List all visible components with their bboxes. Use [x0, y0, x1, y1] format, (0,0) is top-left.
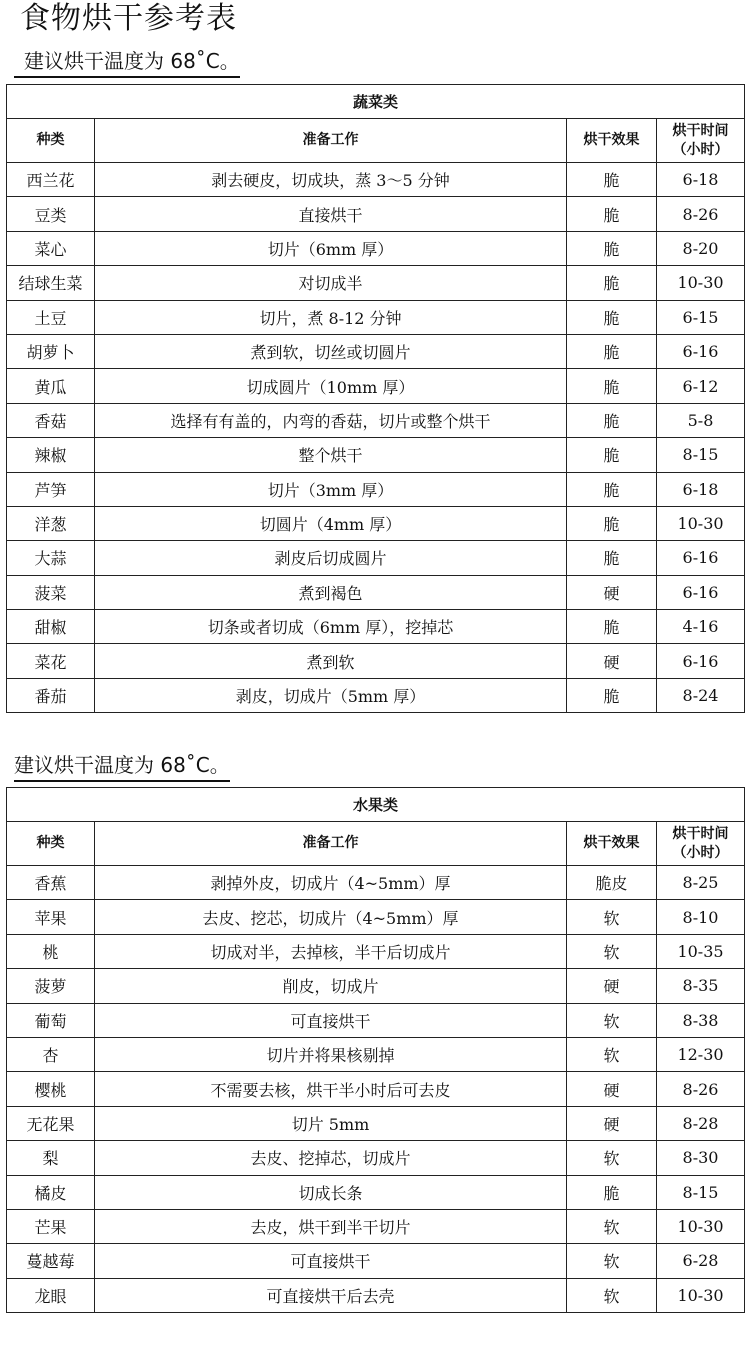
cell-kind: 芦笋	[7, 472, 95, 506]
cell-kind: 胡萝卜	[7, 334, 95, 368]
table-row	[7, 1175, 745, 1209]
cell-effect: 脆	[567, 506, 657, 540]
time-header-line2: （小时）	[672, 844, 729, 861]
cell-time: 5-8	[657, 403, 745, 437]
cell-time: 8-38	[657, 1003, 745, 1037]
cell-effect: 软	[567, 900, 657, 934]
cell-preparation: 去皮、挖芯，切成片（4~5mm）厚	[95, 900, 567, 934]
table-row	[7, 369, 745, 403]
cell-kind: 番茄	[7, 678, 95, 712]
cell-preparation: 直接烘干	[95, 197, 567, 231]
cell-preparation: 切圆片（4mm 厚）	[95, 506, 567, 540]
cell-kind: 桃	[7, 934, 95, 968]
cell-kind: 苹果	[7, 900, 95, 934]
cell-preparation: 可直接烘干后去壳	[95, 1278, 567, 1312]
cell-preparation: 切片（3mm 厚）	[95, 472, 567, 506]
cell-effect: 软	[567, 1278, 657, 1312]
table-row	[7, 541, 745, 575]
cell-kind: 龙眼	[7, 1278, 95, 1312]
column-header-kind: 种类	[7, 119, 95, 163]
time-header-line2: （小时）	[672, 141, 729, 158]
cell-time: 8-10	[657, 900, 745, 934]
table-row	[7, 403, 745, 437]
cell-effect: 脆	[567, 438, 657, 472]
cell-preparation: 切片并将果核剔掉	[95, 1037, 567, 1071]
table-row	[7, 969, 745, 1003]
cell-preparation: 切成对半，去掉核，半干后切成片	[95, 934, 567, 968]
cell-kind: 黄瓜	[7, 369, 95, 403]
category-header-vegetables: 蔬菜类	[7, 85, 745, 119]
cell-preparation: 去皮，烘干到半干切片	[95, 1209, 567, 1243]
table-row	[7, 438, 745, 472]
cell-preparation: 切条或者切成（6mm 厚），挖掉芯	[95, 610, 567, 644]
cell-effect: 软	[567, 1244, 657, 1278]
cell-preparation: 切片 5mm	[95, 1106, 567, 1140]
cell-effect: 脆	[567, 266, 657, 300]
cell-effect: 脆	[567, 678, 657, 712]
cell-time: 10-35	[657, 934, 745, 968]
cell-time: 10-30	[657, 1278, 745, 1312]
cell-effect: 脆	[567, 300, 657, 334]
table-row	[7, 610, 745, 644]
cell-effect: 软	[567, 1003, 657, 1037]
cell-preparation: 整个烘干	[95, 438, 567, 472]
table-row	[7, 1209, 745, 1243]
cell-time: 12-30	[657, 1037, 745, 1071]
cell-preparation: 切片，煮 8-12 分钟	[95, 300, 567, 334]
table-row	[7, 1072, 745, 1106]
cell-effect: 脆皮	[567, 866, 657, 900]
cell-effect: 软	[567, 1209, 657, 1243]
table-row	[7, 1106, 745, 1140]
cell-kind: 橘皮	[7, 1175, 95, 1209]
temperature-note-fruits: 建议烘干温度为 68˚C。	[14, 752, 230, 782]
cell-preparation: 去皮、挖掉芯，切成片	[95, 1141, 567, 1175]
cell-kind: 杏	[7, 1037, 95, 1071]
table-row	[7, 900, 745, 934]
table-row	[7, 1244, 745, 1278]
cell-preparation: 选择有有盖的，内弯的香菇，切片或整个烘干	[95, 403, 567, 437]
cell-kind: 大蒜	[7, 541, 95, 575]
cell-time: 6-18	[657, 472, 745, 506]
table-row	[7, 1141, 745, 1175]
cell-time: 6-12	[657, 369, 745, 403]
temperature-note-vegetables: 建议烘干温度为 68˚C。	[14, 48, 240, 78]
page-title: 食物烘干参考表	[20, 1, 237, 36]
cell-effect: 软	[567, 1141, 657, 1175]
table-row	[7, 231, 745, 265]
column-header-effect: 烘干效果	[567, 119, 657, 163]
cell-time: 6-16	[657, 644, 745, 678]
cell-kind: 菜花	[7, 644, 95, 678]
cell-time: 10-30	[657, 266, 745, 300]
cell-preparation: 剥去硬皮，切成块，蒸 3～5 分钟	[95, 163, 567, 197]
cell-preparation: 煮到褐色	[95, 575, 567, 609]
cell-time: 8-35	[657, 969, 745, 1003]
cell-time: 6-16	[657, 334, 745, 368]
column-header-kind: 种类	[7, 822, 95, 866]
table-row	[7, 1278, 745, 1312]
cell-preparation: 剥皮，切成片（5mm 厚）	[95, 678, 567, 712]
cell-kind: 香菇	[7, 403, 95, 437]
cell-preparation: 削皮，切成片	[95, 969, 567, 1003]
cell-kind: 梨	[7, 1141, 95, 1175]
cell-preparation: 煮到软	[95, 644, 567, 678]
cell-kind: 菜心	[7, 231, 95, 265]
table-row	[7, 197, 745, 231]
cell-kind: 甜椒	[7, 610, 95, 644]
cell-time: 8-26	[657, 197, 745, 231]
cell-kind: 土豆	[7, 300, 95, 334]
cell-kind: 香蕉	[7, 866, 95, 900]
cell-effect: 脆	[567, 403, 657, 437]
cell-kind: 蔓越莓	[7, 1244, 95, 1278]
cell-kind: 西兰花	[7, 163, 95, 197]
cell-kind: 洋葱	[7, 506, 95, 540]
cell-preparation: 切片（6mm 厚）	[95, 231, 567, 265]
cell-kind: 无花果	[7, 1106, 95, 1140]
table-row	[7, 472, 745, 506]
cell-kind: 结球生菜	[7, 266, 95, 300]
cell-preparation: 可直接烘干	[95, 1003, 567, 1037]
table-row	[7, 678, 745, 712]
cell-time: 6-16	[657, 541, 745, 575]
category-header-fruits: 水果类	[7, 788, 745, 822]
cell-kind: 辣椒	[7, 438, 95, 472]
cell-preparation: 煮到软，切丝或切圆片	[95, 334, 567, 368]
cell-time: 8-20	[657, 231, 745, 265]
cell-time: 10-30	[657, 506, 745, 540]
column-header-effect: 烘干效果	[567, 822, 657, 866]
cell-effect: 脆	[567, 197, 657, 231]
cell-effect: 硬	[567, 575, 657, 609]
cell-preparation: 剥皮后切成圆片	[95, 541, 567, 575]
cell-effect: 脆	[567, 369, 657, 403]
column-header-time	[657, 119, 745, 163]
table-row	[7, 644, 745, 678]
cell-time: 6-18	[657, 163, 745, 197]
table-row	[7, 575, 745, 609]
cell-effect: 脆	[567, 472, 657, 506]
cell-effect: 软	[567, 1037, 657, 1071]
cell-time: 8-26	[657, 1072, 745, 1106]
cell-time: 6-15	[657, 300, 745, 334]
vegetable-rows	[7, 163, 745, 713]
cell-kind: 豆类	[7, 197, 95, 231]
column-header-time	[657, 822, 745, 866]
cell-effect: 脆	[567, 1175, 657, 1209]
cell-time: 8-15	[657, 1175, 745, 1209]
table-row	[7, 866, 745, 900]
cell-time: 10-30	[657, 1209, 745, 1243]
fruit-rows	[7, 866, 745, 1313]
table-row	[7, 334, 745, 368]
table-row	[7, 266, 745, 300]
cell-time: 8-28	[657, 1106, 745, 1140]
cell-preparation: 剥掉外皮，切成片（4~5mm）厚	[95, 866, 567, 900]
time-header-line1: 烘干时间	[672, 122, 729, 139]
cell-effect: 脆	[567, 541, 657, 575]
cell-time: 6-28	[657, 1244, 745, 1278]
column-header-preparation: 准备工作	[95, 119, 567, 163]
cell-effect: 硬	[567, 969, 657, 1003]
cell-time: 6-16	[657, 575, 745, 609]
cell-effect: 硬	[567, 1072, 657, 1106]
fruit-drying-table	[6, 787, 745, 1313]
cell-effect: 硬	[567, 644, 657, 678]
cell-kind: 菠菜	[7, 575, 95, 609]
table-row	[7, 1003, 745, 1037]
cell-kind: 葡萄	[7, 1003, 95, 1037]
cell-effect: 硬	[567, 1106, 657, 1140]
table-row	[7, 300, 745, 334]
cell-kind: 芒果	[7, 1209, 95, 1243]
cell-effect: 脆	[567, 231, 657, 265]
cell-preparation: 切成长条	[95, 1175, 567, 1209]
cell-effect: 软	[567, 934, 657, 968]
table-row	[7, 1037, 745, 1071]
cell-preparation: 可直接烘干	[95, 1244, 567, 1278]
cell-time: 8-30	[657, 1141, 745, 1175]
column-header-preparation: 准备工作	[95, 822, 567, 866]
cell-preparation: 不需要去核，烘干半小时后可去皮	[95, 1072, 567, 1106]
cell-time: 4-16	[657, 610, 745, 644]
cell-effect: 脆	[567, 610, 657, 644]
cell-preparation: 切成圆片（10mm 厚）	[95, 369, 567, 403]
cell-time: 8-24	[657, 678, 745, 712]
table-row	[7, 506, 745, 540]
table-row	[7, 163, 745, 197]
cell-effect: 脆	[567, 334, 657, 368]
cell-time: 8-25	[657, 866, 745, 900]
time-header-line1: 烘干时间	[672, 825, 729, 842]
cell-time: 8-15	[657, 438, 745, 472]
cell-preparation: 对切成半	[95, 266, 567, 300]
cell-kind: 樱桃	[7, 1072, 95, 1106]
table-row	[7, 934, 745, 968]
cell-effect: 脆	[567, 163, 657, 197]
vegetable-drying-table	[6, 84, 745, 713]
cell-kind: 菠萝	[7, 969, 95, 1003]
